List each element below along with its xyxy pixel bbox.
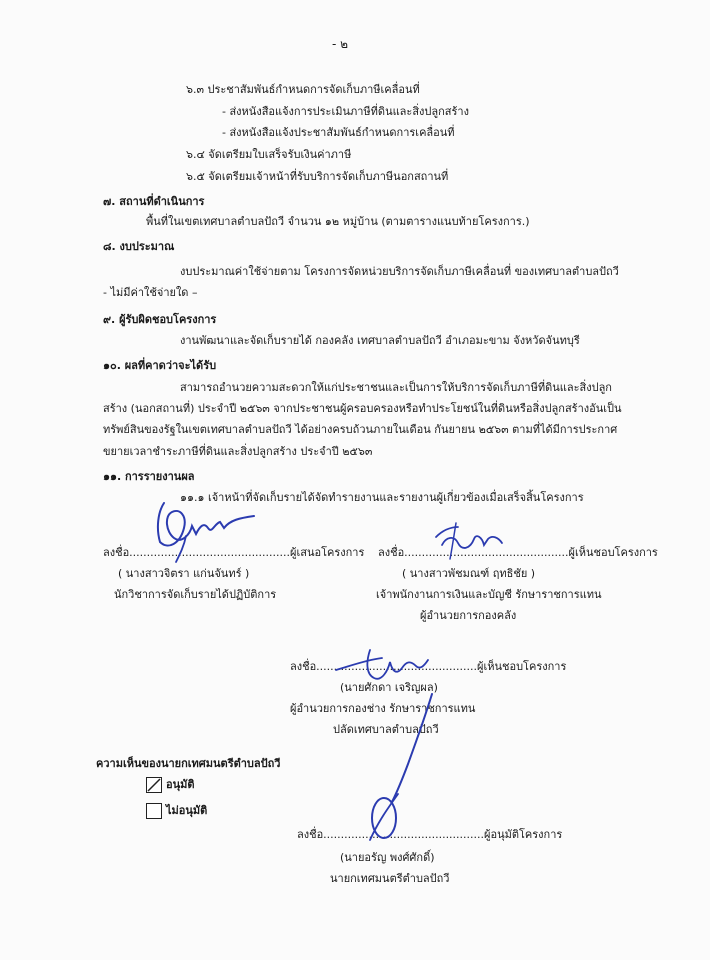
page-number: - ๒ bbox=[332, 37, 349, 51]
section-10-line-1: สามารถอำนวยความสะดวกให้แก่ประชาชนและเป็นการให้บริการจัดเก็บภาษีที่ดินและสิ่งปลูก bbox=[180, 381, 612, 394]
section-11-heading: ๑๑. การรายงานผล bbox=[103, 470, 195, 483]
proposer-name: ( นางสาวจิตรา แก่นจันทร์ ) bbox=[118, 567, 250, 580]
item-6-3-sub-1: - ส่งหนังสือแจ้งการประเมินภาษีที่ดินและสิ่งปลูกสร้าง bbox=[222, 105, 469, 118]
mayor-name: (นายอรัญ พงศ์ศักดิ์) bbox=[340, 851, 435, 864]
section-7-heading: ๗. สถานที่ดำเนินการ bbox=[103, 195, 205, 208]
approve-label: อนุมัติ bbox=[166, 778, 195, 791]
finance-position-1: เจ้าพนักงานการเงินและบัญชี รักษาราชการแทน bbox=[376, 588, 602, 601]
proposer-sign-line: ลงชื่อ..............................................ผู้เสนอโครงการ bbox=[103, 546, 365, 559]
item-6-3: ๖.๓ ประชาสัมพันธ์กำหนดการจัดเก็บภาษีเคลื่อนที่ bbox=[186, 83, 420, 96]
item-6-3-sub-2: - ส่งหนังสือแจ้งประชาสัมพันธ์กำหนดการเคลื่อนที่ bbox=[222, 126, 455, 139]
section-11-body: ๑๑.๑ เจ้าหน้าที่จัดเก็บรายได้จัดทำรายงานและรายงานผู้เกี่ยวข้องเมื่อเสร็จสิ้นโครงการ bbox=[180, 491, 584, 504]
mayor-opinion-heading: ความเห็นของนายกเทศมนตรีตำบลปัถวี bbox=[96, 757, 281, 770]
section-8-note: - ไม่มีค่าใช้จ่ายใด – bbox=[103, 286, 198, 299]
finance-name: ( นางสาวพัชมณฑ์ ฤทธิชัย ) bbox=[402, 567, 536, 580]
reject-checkbox[interactable] bbox=[146, 803, 162, 819]
approve-checkbox[interactable] bbox=[146, 777, 162, 793]
section-8-heading: ๘. งบประมาณ bbox=[103, 240, 175, 253]
reject-label: ไม่อนุมัติ bbox=[166, 804, 208, 817]
section-7-body: พื้นที่ในเขตเทศบาลตำบลปัถวี จำนวน ๑๒ หมู่บ้าน (ตามตารางแนบท้ายโครงการ.) bbox=[146, 215, 530, 228]
item-6-4: ๖.๔ จัดเตรียมใบเสร็จรับเงินค่าภาษี bbox=[186, 148, 352, 161]
engineering-position-2: ปลัดเทศบาลตำบลปัถวี bbox=[333, 723, 439, 736]
finance-position-2: ผู้อำนวยการกองคลัง bbox=[420, 609, 517, 622]
section-10-line-4: ขยายเวลาชำระภาษีที่ดินและสิ่งปลูกสร้าง ประจำปี ๒๕๖๓ bbox=[103, 445, 373, 458]
mayor-signature bbox=[340, 690, 460, 850]
engineering-name: (นายศักดา เจริญผล) bbox=[340, 681, 438, 694]
section-10-line-2: สร้าง (นอกสถานที่) ประจำปี ๒๕๖๓ จากประชาชนผู้ครอบครองหรือทำประโยชน์ในที่ดินหรือสิ่งปลูกสร้างอันเป็น bbox=[103, 402, 622, 415]
engineering-position-1: ผู้อำนวยการกองช่าง รักษาราชการแทน bbox=[290, 702, 476, 715]
section-9-heading: ๙. ผู้รับผิดชอบโครงการ bbox=[103, 313, 217, 326]
proposer-signature bbox=[150, 498, 280, 568]
section-10-heading: ๑๐. ผลที่คาดว่าจะได้รับ bbox=[103, 359, 217, 372]
section-8-body: งบประมาณค่าใช้จ่ายตาม โครงการจัดหน่วยบริการจัดเก็บภาษีเคลื่อนที่ ของเทศบาลตำบลปัถวี bbox=[180, 265, 619, 278]
check-mark-icon bbox=[147, 778, 161, 792]
engineering-sign-line: ลงชื่อ..............................................ผู้เห็นชอบโครงการ bbox=[290, 660, 567, 673]
item-6-5: ๖.๕ จัดเตรียมเจ้าหน้าที่รับบริการจัดเก็บภาษีนอกสถานที่ bbox=[186, 170, 449, 183]
section-10-line-3: ทรัพย์สินของรัฐในเขตเทศบาลตำบลปัถวี ได้อย่างครบถ้วนภายในเดือน กันยายน ๒๕๖๓ ตามที่ได้มีการประกาศ bbox=[103, 423, 618, 436]
section-9-body: งานพัฒนาและจัดเก็บรายได้ กองคลัง เทศบาลตำบลปัถวี อำเภอมะขาม จังหวัดจันทบุรี bbox=[180, 334, 580, 347]
proposer-position: นักวิชาการจัดเก็บรายได้ปฏิบัติการ bbox=[114, 588, 277, 601]
finance-sign-line: ลงชื่อ...............................................ผู้เห็นชอบโครงการ bbox=[378, 546, 658, 559]
mayor-position: นายกเทศมนตรีตำบลปัถวี bbox=[330, 872, 450, 885]
finance-signature bbox=[428, 515, 518, 565]
mayor-sign-line: ลงชื่อ..............................................ผู้อนุมัติโครงการ bbox=[297, 828, 563, 841]
